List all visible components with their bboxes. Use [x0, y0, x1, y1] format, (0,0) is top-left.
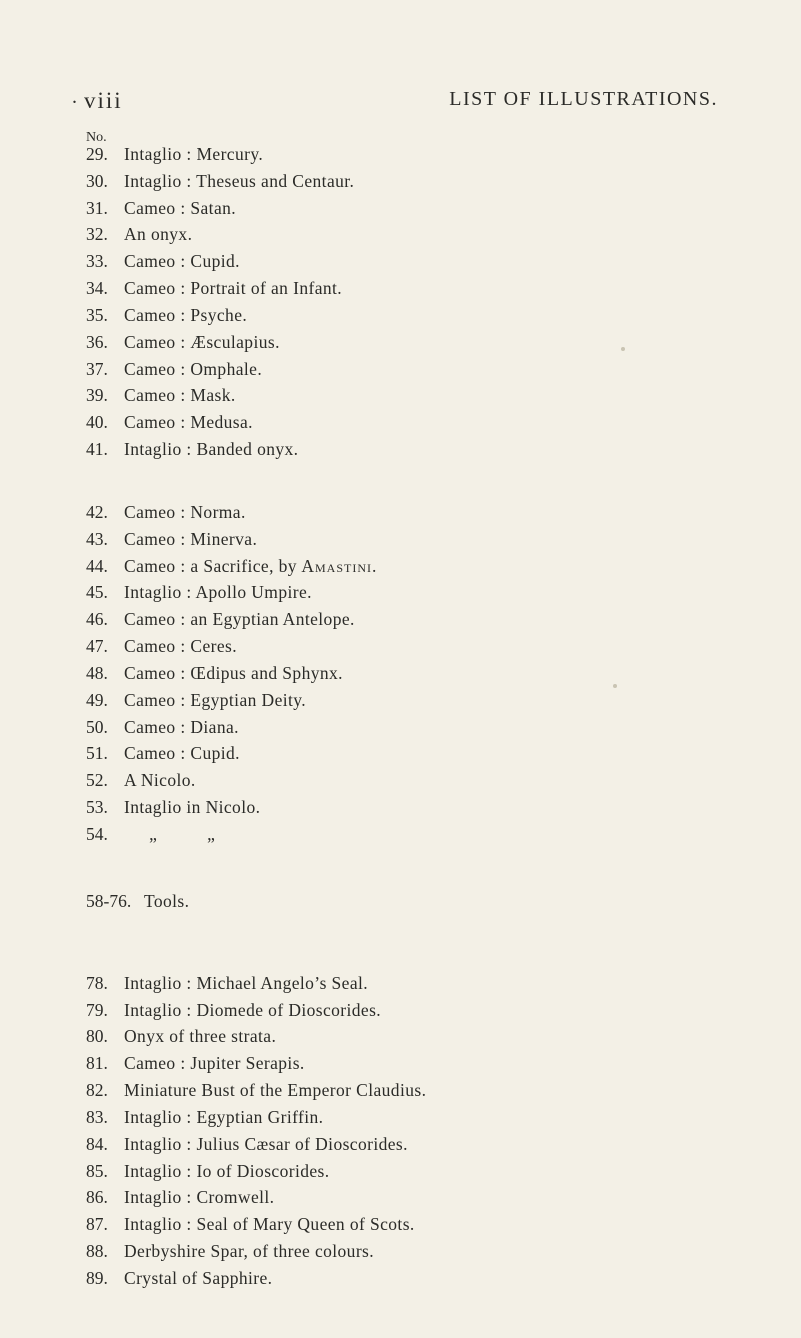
list-item — [86, 277, 342, 299]
list-item — [86, 581, 312, 603]
item-number: 89. — [86, 1268, 108, 1288]
item-number: 30. — [86, 171, 108, 191]
item-number: 44. — [86, 556, 108, 576]
list-item — [86, 1052, 305, 1074]
list-item — [86, 197, 236, 219]
item-number: 58-76. — [86, 891, 132, 911]
item-number: 81. — [86, 1053, 108, 1073]
item-number: 88. — [86, 1241, 108, 1261]
list-item — [86, 1133, 408, 1155]
item-text: Intaglio : Mercury. — [124, 144, 264, 164]
item-text: Intaglio : Egyptian Griffin. — [124, 1107, 324, 1127]
item-text: A Nicolo. — [124, 770, 196, 790]
paper-speck — [621, 347, 625, 351]
list-item — [86, 890, 189, 912]
list-item — [86, 662, 343, 684]
item-number: 35. — [86, 305, 108, 325]
list-item — [86, 143, 263, 165]
item-number: 43. — [86, 529, 108, 549]
item-text: Cameo : Cupid. — [124, 251, 240, 271]
item-number: 86. — [86, 1187, 108, 1207]
item-number: 53. — [86, 797, 108, 817]
item-text: Onyx of three strata. — [124, 1026, 277, 1046]
item-number: 48. — [86, 663, 108, 683]
item-text: Cameo : Ceres. — [124, 636, 238, 656]
item-number: 54. — [86, 824, 108, 844]
item-number: 41. — [86, 439, 108, 459]
item-number: 33. — [86, 251, 108, 271]
item-text: Cameo : Cupid. — [124, 743, 240, 763]
item-text: Intaglio : Julius Cæsar of Dioscorides. — [124, 1134, 408, 1154]
item-text: Cameo : Æsculapius. — [124, 332, 280, 352]
item-text: Intaglio : Apollo Umpire. — [124, 582, 312, 602]
item-number: 80. — [86, 1026, 108, 1046]
item-number: 87. — [86, 1214, 108, 1234]
item-number: 50. — [86, 717, 108, 737]
item-text: Derbyshire Spar, of three colours. — [124, 1241, 375, 1261]
item-number: 37. — [86, 359, 108, 379]
item-text: Tools. — [144, 891, 190, 911]
list-item — [86, 358, 262, 380]
item-text: Cameo : Satan. — [124, 198, 237, 218]
item-number: 39. — [86, 385, 108, 405]
list-item — [86, 1079, 426, 1101]
ditto-mark: „ — [149, 824, 157, 844]
list-item — [86, 689, 306, 711]
list-item — [86, 555, 377, 577]
item-number: 51. — [86, 743, 108, 763]
item-text: Intaglio : Cromwell. — [124, 1187, 275, 1207]
item-number: 49. — [86, 690, 108, 710]
item-text: Intaglio : Seal of Mary Queen of Scots. — [124, 1214, 415, 1234]
page-number: . viii — [84, 88, 123, 114]
paper-speck — [613, 684, 617, 688]
list-item — [86, 608, 355, 630]
item-number: 34. — [86, 278, 108, 298]
item-text: Cameo : an Egyptian Antelope. — [124, 609, 355, 629]
item-text: Cameo : Œdipus and Sphynx. — [124, 663, 343, 683]
item-number: 32. — [86, 224, 108, 244]
running-title: LIST OF ILLUSTRATIONS. — [449, 88, 718, 110]
list-item — [86, 1186, 274, 1208]
item-text: An onyx. — [124, 224, 193, 244]
item-text: Intaglio : Michael Angelo’s Seal. — [124, 973, 369, 993]
item-text: Miniature Bust of the Emperor Claudius. — [124, 1080, 427, 1100]
list-item — [86, 716, 239, 738]
list-item — [86, 742, 240, 764]
item-text: Cameo : Psyche. — [124, 305, 248, 325]
item-text: Intaglio : Diomede of Dioscorides. — [124, 1000, 382, 1020]
artist-name: Amastini. — [301, 556, 378, 576]
list-item — [86, 769, 196, 791]
item-text: Cameo : Egyptian Deity. — [124, 690, 307, 710]
item-number: 78. — [86, 973, 108, 993]
item-number: 40. — [86, 412, 108, 432]
list-item — [86, 972, 368, 994]
list-item — [86, 1213, 415, 1235]
list-item — [86, 304, 247, 326]
item-text: Cameo : Minerva. — [124, 529, 258, 549]
page-header — [84, 88, 718, 118]
item-text: Cameo : Mask. — [124, 385, 236, 405]
list-item — [86, 411, 253, 433]
list-item — [86, 1106, 323, 1128]
item-text: Crystal of Sapphire. — [124, 1268, 273, 1288]
item-number: 31. — [86, 198, 108, 218]
number-column-label: No. — [86, 130, 107, 145]
item-text: Cameo : Diana. — [124, 717, 239, 737]
item-number: 45. — [86, 582, 108, 602]
list-item — [86, 635, 237, 657]
list-item — [86, 1240, 374, 1262]
list-item — [86, 528, 257, 550]
item-number: 83. — [86, 1107, 108, 1127]
item-number: 29. — [86, 144, 108, 164]
item-text: Cameo : Portrait of an Infant. — [124, 278, 343, 298]
item-text: Cameo : Jupiter Serapis. — [124, 1053, 305, 1073]
list-item — [86, 384, 236, 406]
item-text: Intaglio in Nicolo. — [124, 797, 261, 817]
item-number: 84. — [86, 1134, 108, 1154]
item-number: 47. — [86, 636, 108, 656]
list-item — [86, 823, 240, 845]
list-item — [86, 999, 381, 1021]
list-item — [86, 170, 354, 192]
list-item — [86, 438, 298, 460]
list-item — [86, 223, 192, 245]
list-item — [86, 1025, 276, 1047]
item-number: 46. — [86, 609, 108, 629]
item-number: 42. — [86, 502, 108, 522]
item-text: Intaglio : Io of Dioscorides. — [124, 1161, 330, 1181]
item-number: 36. — [86, 332, 108, 352]
item-number: 79. — [86, 1000, 108, 1020]
list-item — [86, 250, 240, 272]
item-number: 85. — [86, 1161, 108, 1181]
ditto-mark: „ — [207, 824, 215, 844]
item-text: Cameo : Omphale. — [124, 359, 263, 379]
list-item — [86, 501, 246, 523]
item-number: 82. — [86, 1080, 108, 1100]
list-item — [86, 331, 280, 353]
item-text: Cameo : Norma. — [124, 502, 246, 522]
list-item — [86, 796, 260, 818]
list-item — [86, 1160, 330, 1182]
item-text: Intaglio : Theseus and Centaur. — [124, 171, 355, 191]
item-number: 52. — [86, 770, 108, 790]
list-item — [86, 1267, 272, 1289]
item-text: Cameo : a Sacrifice, by — [124, 556, 297, 576]
item-text: Cameo : Medusa. — [124, 412, 253, 432]
item-text: Intaglio : Banded onyx. — [124, 439, 299, 459]
